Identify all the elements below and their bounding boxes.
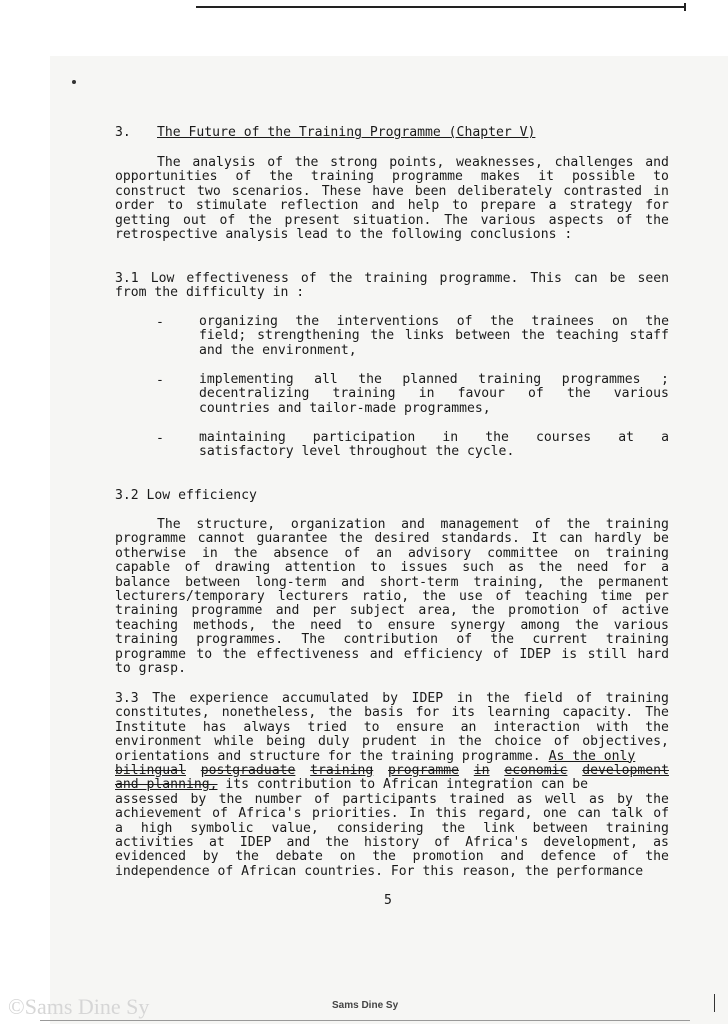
struck-line: bilingual postgraduate training programme in economic development <box>115 763 669 779</box>
footer-credit: Sams Dine Sy <box>332 1000 399 1011</box>
paragraph-line: lecturers/temporary lecturers ratio, the use of teaching time per <box>115 589 669 605</box>
bullet-line: implementing all the planned training programmes ; <box>199 372 669 387</box>
paragraph-line: getting out of the present situation. The various aspects of the <box>115 212 669 228</box>
top-scan-line <box>196 6 684 8</box>
paragraph-line: capable of drawing attention to issues such as the need for a <box>115 560 669 576</box>
bullet-line: countries and tailor-made programmes, <box>199 400 491 416</box>
paragraph-line: 3.3 The experience accumulated by IDEP in the field of training <box>115 691 669 706</box>
paragraph-line: teaching methods, the need to ensure synergy among the various <box>115 617 669 633</box>
paragraph-line: to grasp. <box>115 661 186 677</box>
margin-mark <box>714 994 715 1012</box>
paragraph-line: achievement of Africa's priorities. In this regard, one can talk of <box>115 806 669 822</box>
section-title: The Future of the Training Programme (Chapter V) <box>157 125 536 140</box>
paragraph-line: order to stimulate reflection and help to prepare a strategy for <box>115 198 669 214</box>
bullet-item <box>199 431 669 460</box>
paragraph-line: The analysis of the strong points, weaknesses, challenges and <box>157 155 669 170</box>
line-part: orientations and structure for the training programme. <box>115 748 549 764</box>
bullet-line: maintaining participation in the courses at a <box>199 430 669 445</box>
paragraph-line <box>115 750 669 764</box>
section3-paragraph <box>115 156 669 242</box>
bullet-line: decentralizing training in favour of the various <box>199 386 669 402</box>
section-number: 3. <box>115 125 131 140</box>
bullet-line: satisfactory level throughout the cycle. <box>199 444 515 460</box>
s32-heading: 3.2 Low efficiency <box>115 488 257 503</box>
paragraph-line: opportunities of the training programme makes it possible to <box>115 169 669 185</box>
s32-paragraph <box>115 518 669 676</box>
s31-intro <box>115 272 669 301</box>
paragraph-line: training programme and per subject area, the promotion of active <box>115 603 669 619</box>
paragraph-line: The structure, organization and management of the training <box>157 517 669 532</box>
paragraph-line: environment while being duly prudent in the choice of objectives, <box>115 734 669 750</box>
paragraph-line: evidenced by the debate on the promotion and defence of the <box>115 849 669 865</box>
paragraph-line: construct two scenarios. These have been deliberately contrasted in <box>115 183 669 199</box>
line-part: its contribution to African integration can be <box>217 777 588 793</box>
paragraph-line: 3.1 Low effectiveness of the training programme. This can be seen <box>115 271 669 286</box>
watermark: ©Sams Dine Sy <box>8 994 150 1019</box>
bullet-line: and the environment, <box>199 342 357 358</box>
scan-dot <box>72 80 76 84</box>
bullet-dash: - <box>156 315 164 330</box>
bullet-line: field; strengthening the links between the teaching staff <box>199 328 669 344</box>
page-number: 5 <box>384 893 392 908</box>
paragraph-line: Institute has always tried to ensure an interaction with the <box>115 719 669 735</box>
bullet-line: organizing the interventions of the trainees on the <box>199 314 669 329</box>
top-scan-mark <box>684 3 686 11</box>
bottom-scan-line <box>40 1020 690 1021</box>
bullet-dash: - <box>156 431 164 446</box>
paragraph-line: training programmes. The contribution of the current training <box>115 632 669 648</box>
underlined-text: As the only <box>548 748 636 764</box>
paragraph-line: otherwise in the absence of an advisory committee on training <box>115 545 669 561</box>
paragraph-line: independence of African countries. For this reason, the performance <box>115 863 644 879</box>
paragraph-line: constitutes, nonetheless, the basis for its learning capacity. The <box>115 705 669 721</box>
bullet-item <box>199 315 669 358</box>
bullet-dash: - <box>156 373 164 388</box>
paragraph-line: retrospective analysis lead to the following conclusions : <box>115 227 573 243</box>
paragraph-line: assessed by the number of participants trained as well as by the <box>115 791 669 807</box>
struck-text: and planning, <box>115 777 218 793</box>
bullet-item <box>199 373 669 416</box>
paragraph-line: programme to the effectiveness and efficiency of IDEP is still hard <box>115 646 669 662</box>
paragraph-line: from the difficulty in : <box>115 285 305 301</box>
paragraph-line: programme cannot guarantee the desired standards. It can hardly be <box>115 531 669 547</box>
paragraph-line: a high symbolic value, considering the link between training <box>115 820 669 836</box>
s33-paragraph <box>115 692 669 879</box>
paragraph-line <box>115 778 669 792</box>
paragraph-line: balance between long-term and short-term training, the permanent <box>115 574 669 590</box>
paragraph-line: activities at IDEP and the history of Africa's development, as <box>115 835 669 851</box>
